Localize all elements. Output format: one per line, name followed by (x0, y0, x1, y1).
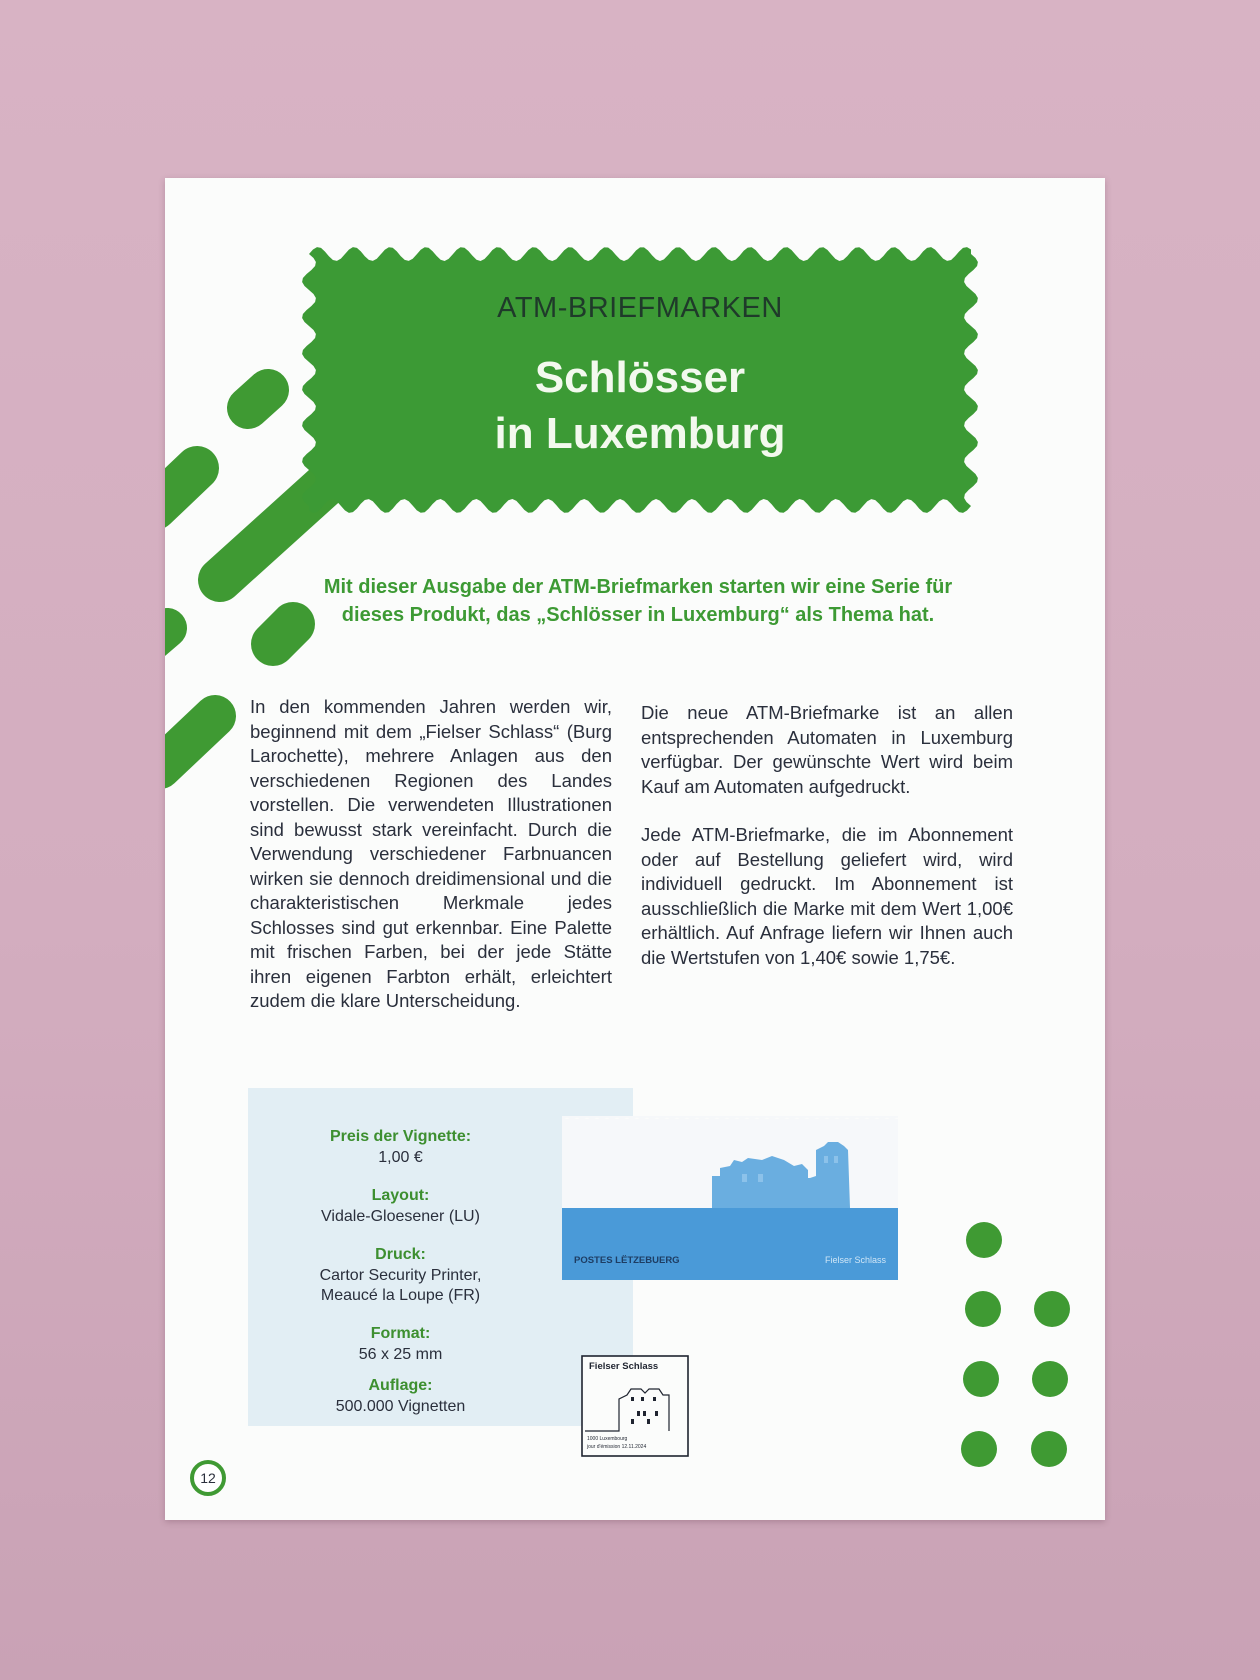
stamp-name: Fielser Schlass (824, 1255, 886, 1265)
edition-label: Auflage: (368, 1377, 433, 1394)
print-label: Druck: (375, 1246, 426, 1263)
body-paragraph: Die neue ATM-Briefmarke ist an allen entsprechenden Automaten in Luxemburg verfügbar. Der gewünschte Wert wird beim Kauf am Automaten aufgedruckt. (641, 702, 1013, 797)
decorative-dot (1031, 1431, 1067, 1467)
decorative-dot (963, 1361, 999, 1397)
decorative-dot (966, 1222, 1002, 1258)
first-day-postmark (581, 1355, 689, 1457)
edition-value: 500.000 Vignetten (335, 1398, 466, 1415)
decorative-dot (961, 1431, 997, 1467)
layout-value: Vidale-Gloesener (LU) (321, 1208, 480, 1225)
postmark-line-1: 1000 Luxembourg (587, 1436, 628, 1442)
atm-stamp (562, 1116, 898, 1280)
streak-2 (165, 468, 197, 508)
layout-label: Layout: (371, 1187, 430, 1204)
title-line-1: Schlösser (534, 353, 746, 402)
body-paragraph: In den kommenden Jahren werden wir, beginnend mit dem „Fielser Schlass“ (Burg Larochette), mehrere Anlagen aus den verschiedenen Regionen des Landes vorstellen. Die verwendeten Illustrationen sind bewusst stark vereinfacht. Durch die Verwendung verschiedener Farbnuancen wirken sie dennoch dreidimensional und die charakteristischen Merkmale jedes Schlosses sind gut erkennbar. Eine Palette mit frischen Farben, bei der jede Stätte ihren eigenen Farbton erhält, erleichtert zudem die klare Unterscheidung. (250, 696, 612, 1011)
intro-text (273, 573, 1003, 629)
format-value: 56 x 25 mm (358, 1346, 443, 1363)
print-value-line-1: Cartor Security Printer, (319, 1267, 482, 1284)
title-line-2: in Luxemburg (494, 409, 786, 458)
intro-line-2: dieses Produkt, das „Schlösser in Luxemburg“ als Thema hat. (341, 604, 935, 626)
decorative-dot (965, 1291, 1001, 1327)
postmark-title: Fielser Schlass (589, 1361, 659, 1372)
print-value-line-2: Meaucé la Loupe (FR) (320, 1287, 481, 1304)
page-number: 12 (190, 1460, 226, 1496)
price-value: 1,00 € (378, 1149, 423, 1166)
format-label: Format: (370, 1325, 431, 1342)
streak-4 (165, 628, 167, 640)
body-paragraph: Jede ATM-Briefmarke, die im Abonnement oder auf Bestellung geliefert wird, wird individuell gedruckt. Im Abonnement ist ausschließlich die Marke mit dem Wert 1,00€ erhältlich. Auf Anfrage liefern wir Ihnen auch die Wertstufen von 1,40€ sowie 1,75€. (641, 824, 1013, 968)
decorative-dot (1034, 1291, 1070, 1327)
postmark-line-2: jour d'émission 12.11.2024 (587, 1444, 647, 1450)
stamp-foreground (562, 1208, 898, 1280)
stamp-issuer: POSTES LËTZEBUERG (574, 1255, 680, 1266)
streak-1 (248, 390, 268, 408)
header-kicker: ATM-BRIEFMARKEN (497, 292, 783, 324)
catalog-page (165, 178, 1105, 1520)
decorative-dot (1032, 1361, 1068, 1397)
body-column-right (641, 701, 1013, 994)
streak-6 (165, 716, 215, 768)
intro-line-1: Mit dieser Ausgabe der ATM-Briefmarken starten wir eine Serie für (323, 576, 953, 598)
price-label: Preis der Vignette: (329, 1128, 472, 1145)
page-title (295, 350, 985, 462)
body-column-left (250, 695, 612, 1014)
